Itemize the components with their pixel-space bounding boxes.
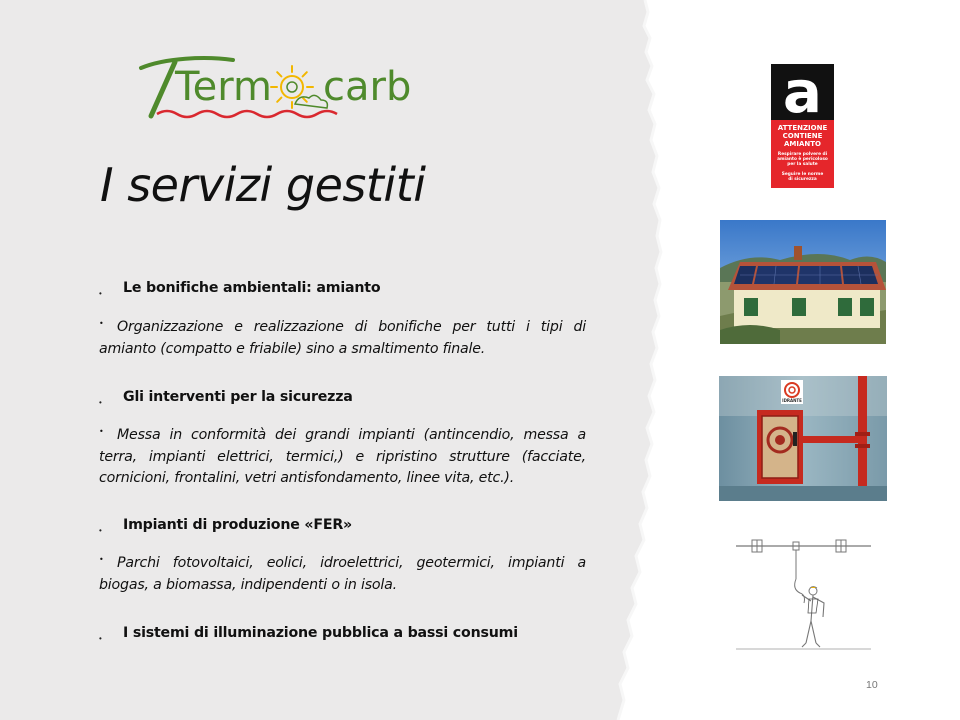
svg-text:amianto è pericoloso: amianto è pericoloso [777,157,828,162]
svg-text:Respirare polvere di: Respirare polvere di [777,152,828,157]
svg-text:AMIANTO: AMIANTO [784,140,821,148]
svg-text:ATTENZIONE: ATTENZIONE [777,124,828,132]
section-description-asbestos: • Organizzazione e realizzazione di bonifiche per tutti i tipi di amianto (compatto e friabile) sino a smaltimento finale. [99,319,586,357]
bullet-dot: • [99,289,102,298]
bullet-dot: • [99,634,102,643]
svg-text:di sicurezza: di sicurezza [788,177,817,182]
bullet-dot: • [99,526,102,535]
logo-text-right: carb [323,64,412,110]
svg-text:CONTIENE: CONTIENE [782,132,823,140]
svg-text:per la salute: per la salute [787,162,818,167]
solar-roof-house-image [720,220,886,344]
section-description-safety: • Messa in conformità dei grandi impianti (antincendio, messa a terra, impianti elettrici, termici,) e ripristino strutture (facciate, cornicioni, frontalini, vetri antisfondamento, linee vita, etc.). [99,427,586,486]
section-heading-safety: Gli interventi per la sicurezza [123,389,353,405]
termocarb-logo [135,50,435,125]
logo-text-left: Term [175,64,272,110]
bullet-dot: • [99,398,102,407]
section-heading-asbestos: Le bonifiche ambientali: amianto [123,280,381,296]
svg-text:IDRANTE: IDRANTE [782,398,802,403]
svg-text:a: a [782,64,823,126]
page-title: I servizi gestiti [100,158,426,212]
lifeline-worker-drawing-image [736,533,871,655]
asbestos-warning-sign-image [771,64,834,188]
section-heading-renewables: Impianti di produzione «FER» [123,517,353,533]
svg-text:Seguire le norme: Seguire le norme [781,172,824,177]
section-heading-lighting: I sistemi di illuminazione pubblica a bassi consumi [123,625,518,641]
sun-logo-icon [271,66,313,108]
section-description-renewables: • Parchi fotovoltaici, eolici, idroelettrici, geotermici, impianti a biogas, a biomassa, indipendenti o in isola. [99,555,586,593]
page-number: 10 [866,679,878,691]
fire-hydrant-cabinet-image [719,376,887,501]
